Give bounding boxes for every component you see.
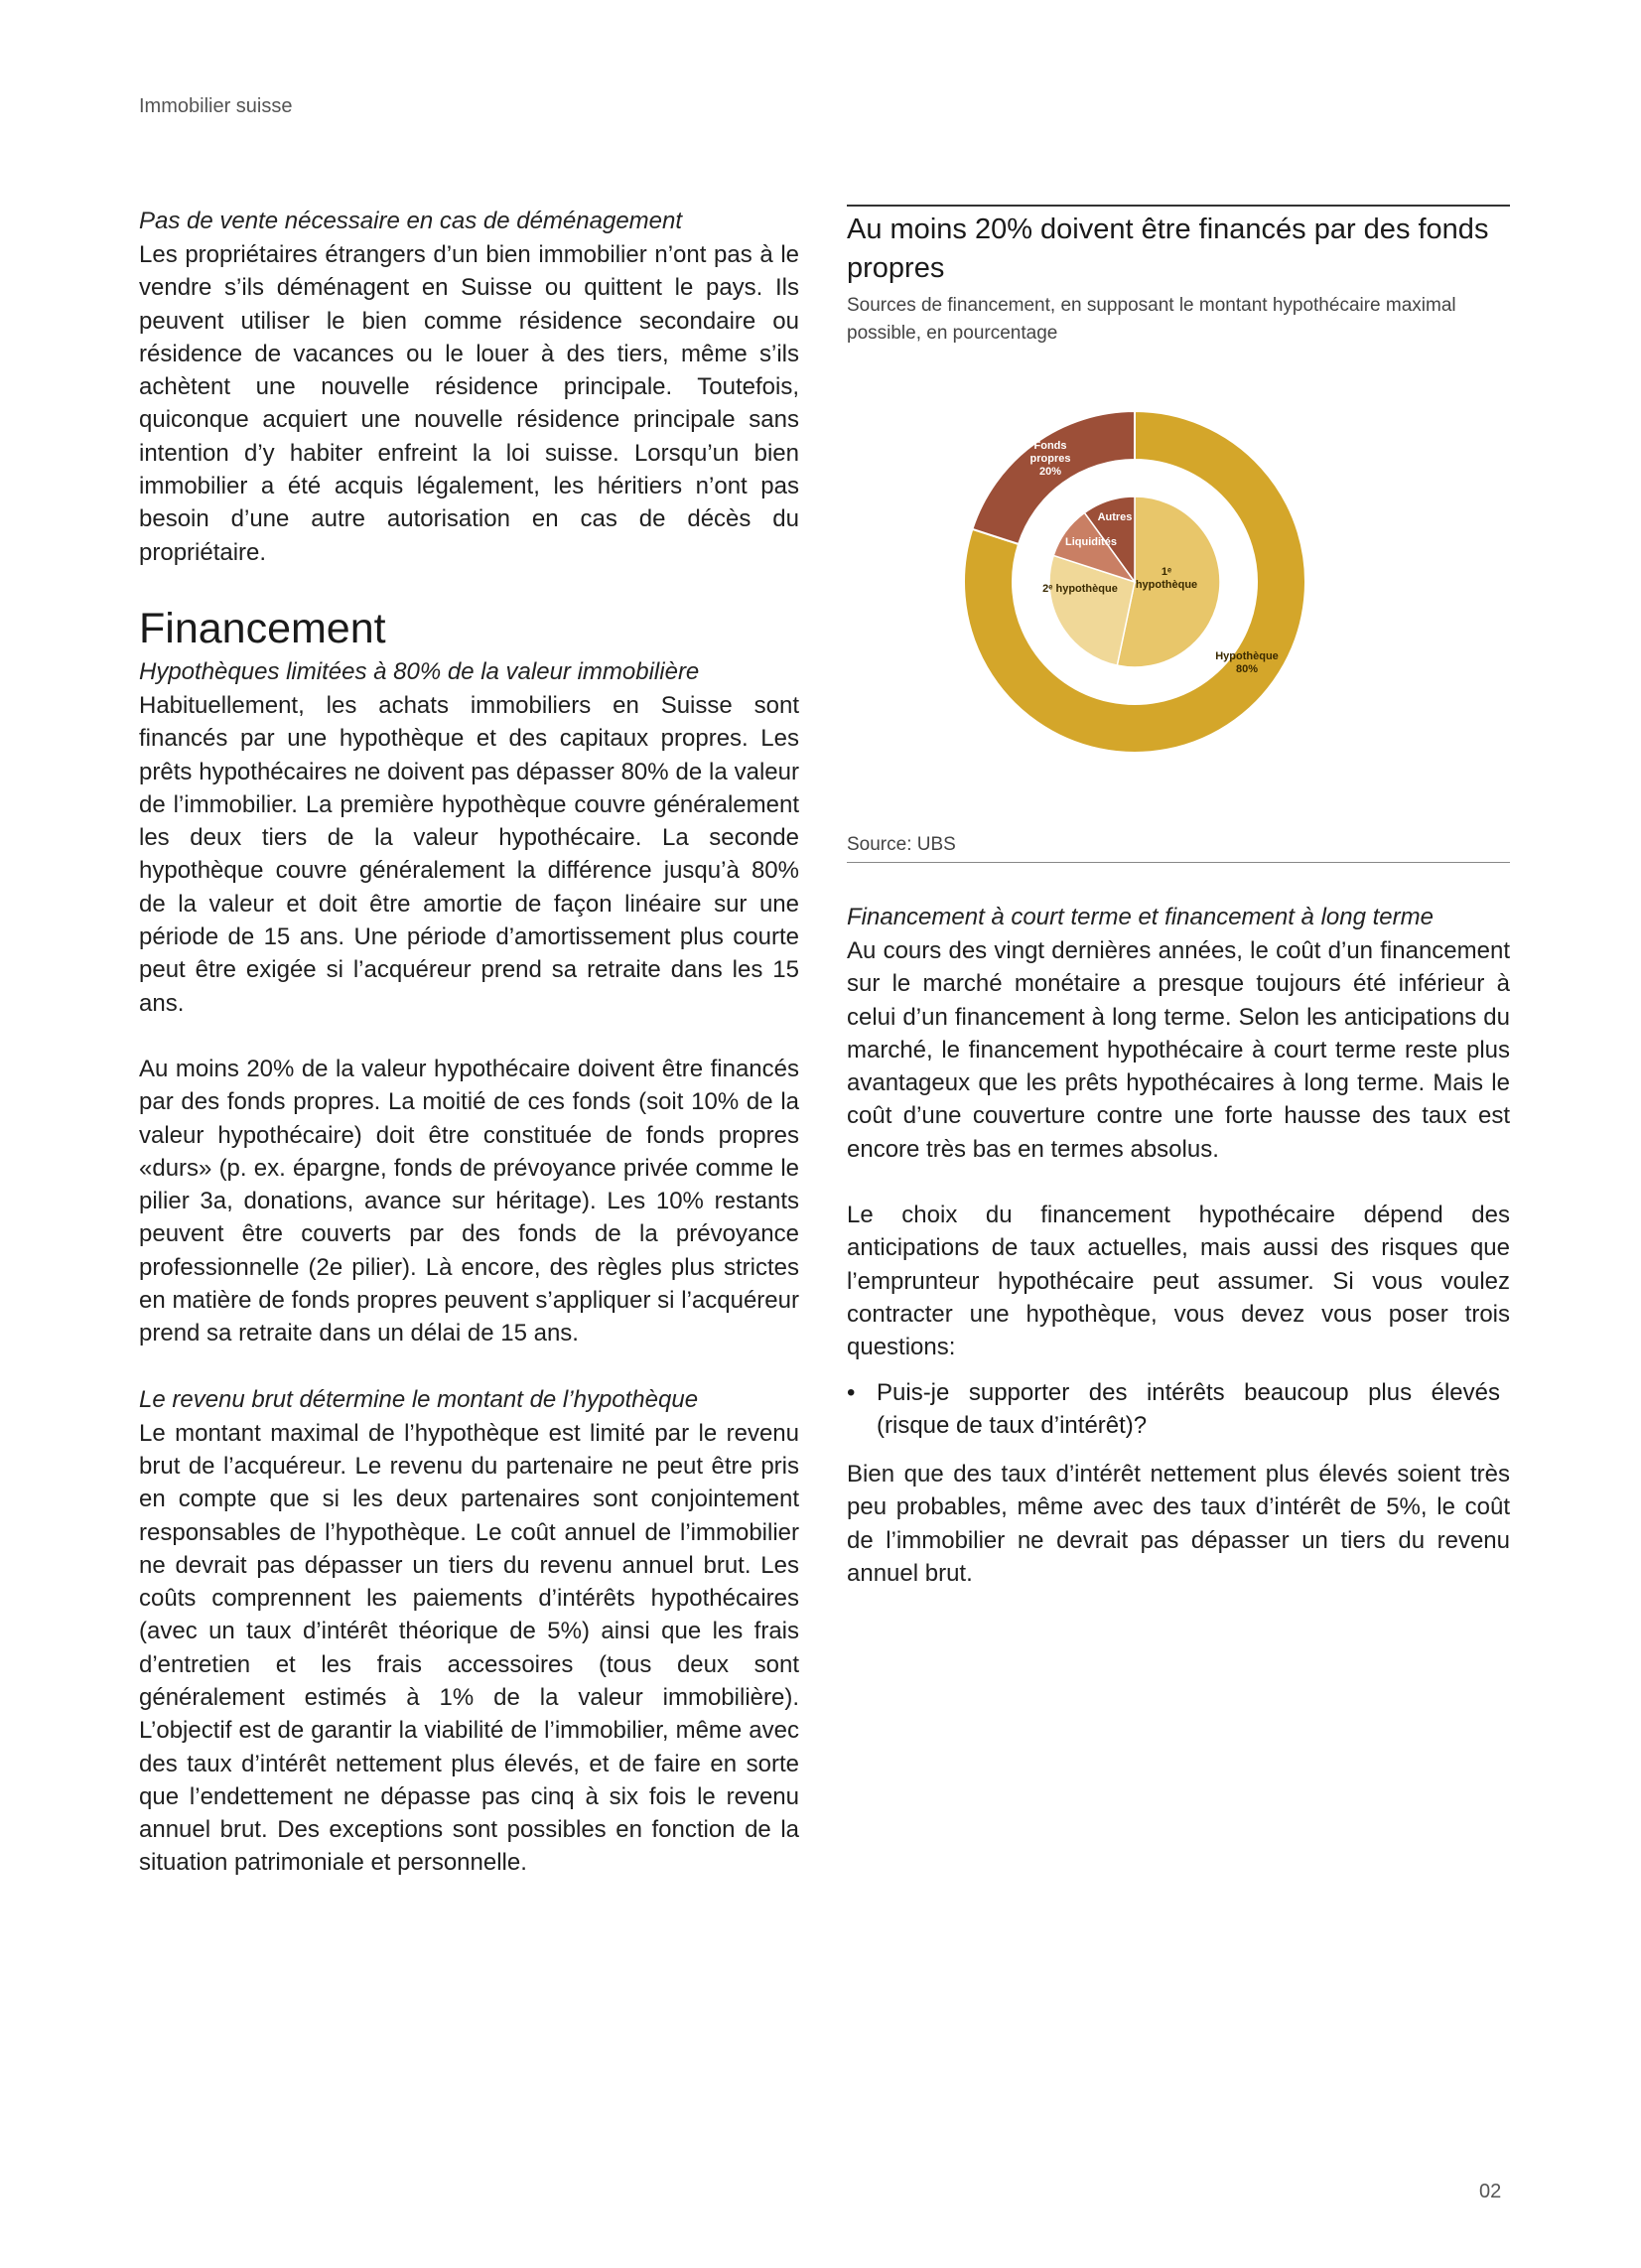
chart-title: Au moins 20% doivent être financés par des fonds propres (847, 213, 1489, 284)
bullet-text: Puis-je supporter des intérêts beaucoup plus élevés (risque de taux d’intérêt)? (877, 1378, 1500, 1439)
right-column (847, 205, 1510, 1590)
running-header: Immobilier suisse (139, 95, 293, 117)
label-fonds-propres: Fonds propres 20% (1029, 440, 1071, 478)
paragraph-short-long-term: Au cours des vingt dernières années, le coût d’un financement sur le marché monétaire a presque toujours été inférieur à celui d’un financement à long terme. Selon les anticipations du marché, le financement hypothécaire à court terme reste plus avantageux que les prêts hypothécaires à long terme. Mais le coût d’une couverture contre une forte hausse des taux est encore très bas en termes absolus. (847, 937, 1510, 1163)
paragraph-gross-income: Le montant maximal de l’hypothèque est limité par le revenu brut de l’acquéreur. Le revenu du partenaire ne peut être pris en compte que si les deux partenaires sont conjointement responsables de l’hypothèque. Le coût annuel de l’immobilier ne devrait pas dépasser un tiers du revenu annuel brut. Les coûts comprennent les paiements d’intérêts hypothécaires (avec un taux d’intérêt théorique de 5%) ainsi que les frais d’entretien et les frais accessoires (tous deux sont généralement estimés à 1% de la valeur immobilière). L’objectif est de garantir la viabilité de l’immobilier, même avec des taux d’intérêt nettement plus élevés, et de faire en sorte que l’endettement ne dépasse pas cinq à six fois le revenu annuel brut. Des exceptions sont possibles en fonction de la situation patrimoniale et personnelle. (139, 1419, 799, 1877)
label-premiere-hypotheque: 1ᵉ hypothèque (1135, 566, 1198, 591)
chart-subtitle: Sources de financement, en supposant le montant hypothécaire maximal possible, en pourcentage (847, 295, 1456, 344)
paragraph-mortgage-choice: Le choix du financement hypothécaire dépend des anticipations de taux actuelles, mais aussi des risques que l’emprunteur hypothécaire peut assumer. Si vous voulez contracter une hypothèque, vous devez vous poser trois questions: (847, 1202, 1510, 1361)
bullet-item (847, 1376, 1510, 1443)
paragraph-own-funds: Au moins 20% de la valeur hypothécaire doivent être financés par des fonds propres. La moitié de ces fonds (soit 10% de la valeur hypothécaire) doit être constituée de fonds propres «durs» (p. ex. épargne, fonds de prévoyance privée comme le pilier 3a, donations, avance sur héritage). Les 10% restants peuvent être couverts par des fonds de la prévoyance professionnelle (2e pilier). Là encore, des règles plus strictes en matière de fonds propres peuvent s’appliquer si l’acquéreur prend sa retraite dans un délai de 15 ans. (139, 1055, 799, 1347)
label-autres: Autres (1097, 511, 1133, 523)
subheading-mortgage-limit: Hypothèques limitées à 80% de la valeur immobilière (139, 657, 700, 685)
subheading-short-long-term: Financement à court terme et financement à long terme (847, 904, 1434, 930)
paragraph-higher-rates: Bien que des taux d’intérêt nettement plus élevés soient très peu probables, même avec des taux d’intérêt de 5%, le coût de l’immobilier ne devrait pas dépasser un tiers du revenu annuel brut. (847, 1461, 1510, 1588)
section-heading-financement: Financement (139, 604, 386, 652)
page-number: 02 (1479, 2181, 1502, 2202)
label-liquidites: Liquidités (1065, 536, 1117, 548)
subheading-gross-income: Le revenu brut détermine le montant de l’hypothèque (139, 1385, 699, 1413)
financing-donut-chart (847, 401, 1510, 779)
subheading-no-sale: Pas de vente nécessaire en cas de déménagement (139, 208, 683, 234)
bullet-icon: • (847, 1378, 856, 1406)
chart-source: Source: UBS (847, 834, 956, 855)
chart-panel (847, 205, 1510, 863)
paragraph-mortgage-limit: Habituellement, les achats immobiliers en Suisse sont financés par une hypothèque et des capitaux propres. Les prêts hypothécaires ne doivent pas dépasser 80% de la valeur de l’immobilier. La première hypothèque couvre généralement les deux tiers de la valeur hypothécaire. La seconde hypothèque couvre généralement la différence jusqu’à 80% de la valeur et doit être amortie de façon linéaire sur une période de 15 ans. Une période d’amortissement plus courte peut être exigée si l’acquéreur prend sa retraite dans les 15 ans. (139, 691, 799, 1017)
label-hypotheque: Hypothèque 80% (1215, 650, 1279, 675)
paragraph-no-sale: Les propriétaires étrangers d’un bien immobilier n’ont pas à le vendre s’ils déménagent en Suisse ou quittent le pays. Ils peuvent utiliser le bien comme résidence secondaire ou résidence de vacances ou le louer à des tiers, même s’ils achètent une nouvelle résidence principale. Toutefois, quiconque acquiert une nouvelle résidence principale sans intention d’y habiter enfreint la loi suisse. Lorsqu’un bien immobilier a été acquis légalement, les héritiers n’ont pas besoin d’une autre autorisation en cas de décès du propriétaire. (139, 241, 799, 566)
left-column (139, 205, 799, 1880)
label-deuxieme-hypotheque: 2ᵉ hypothèque (1042, 583, 1118, 595)
